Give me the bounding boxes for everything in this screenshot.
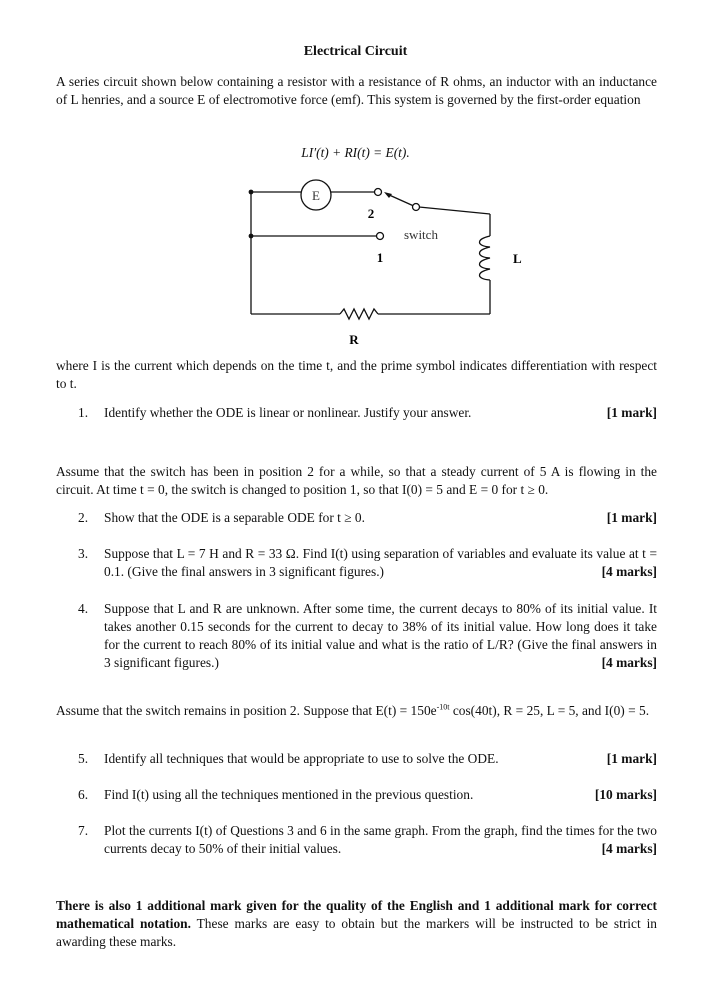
where-paragraph: where I is the current which depends on the time t, and the prime symbol indicates differentiation with respect to t. <box>56 358 657 391</box>
question-2 <box>104 509 657 527</box>
question-3 <box>104 545 657 581</box>
inductor-label: L <box>513 251 522 266</box>
switch-pivot <box>413 204 420 211</box>
circuit-diagram <box>236 176 536 352</box>
footer-rest-text: These marks are easy to obtain but the markers will be instructed to be strict in awarding these marks. <box>56 916 657 949</box>
resistor-zigzag <box>340 309 378 319</box>
question-6-number: 6. <box>78 787 89 802</box>
position-2-label: 2 <box>367 206 375 221</box>
switch-to-inductor-wire <box>419 207 490 214</box>
switch-label: switch <box>404 227 438 242</box>
question-6-text: Find I(t) using all the techniques mentioned in the previous question. <box>104 787 474 802</box>
question-6-marks: [10 marks] <box>594 787 657 802</box>
section-2-exponent: -10t <box>436 702 450 712</box>
question-7-number: 7. <box>78 823 89 838</box>
switch-arm <box>387 194 416 207</box>
question-5 <box>104 750 657 768</box>
intro-paragraph: A series circuit shown below containing a resistor with a resistance of R ohms, an inductor with an inductance of L henries, and a source E of electromotive force (emf). This system is governed by the first-order equation <box>56 74 657 107</box>
section-2-text-b: cos(40t), R = 25, L = 5, and I(0) = 5. <box>449 703 650 718</box>
question-4 <box>104 600 657 672</box>
emf-label: E <box>312 188 320 203</box>
question-6 <box>104 786 657 804</box>
footer-bold-text: There is also 1 additional mark given for the quality of the English and 1 additional mark for correct mathematical notation. <box>56 898 657 931</box>
section-1-paragraph: Assume that the switch has been in position 2 for a while, so that a steady current of 5 A is flowing in the circuit. At time t = 0, the switch is changed to position 1, so that I(0) = 5 and E = 0 for t ≥ 0. <box>56 464 657 497</box>
resistor-label: R <box>349 332 359 347</box>
inductor-coil <box>480 236 491 280</box>
junction-middle <box>249 234 254 239</box>
question-2-number: 2. <box>78 510 89 525</box>
question-3-marks: [4 marks] <box>601 564 657 579</box>
question-7-text: Plot the currents I(t) of Questions 3 and 6 in the same graph. From the graph, find the times for the two currents decay to 50% of their initial values. <box>104 823 657 856</box>
question-4-marks: [4 marks] <box>601 655 657 670</box>
question-1-number: 1. <box>78 405 89 420</box>
question-4-number: 4. <box>78 601 89 616</box>
question-5-number: 5. <box>78 751 89 766</box>
question-3-text: Suppose that L = 7 H and R = 33 Ω. Find I(t) using separation of variables and evaluate its value at t = 0.1. (Give the final answers in 3 significant figures.) <box>104 546 657 579</box>
question-7 <box>104 822 657 858</box>
terminal-2 <box>375 189 382 196</box>
position-1-label: 1 <box>376 250 384 265</box>
question-4-text: Suppose that L and R are unknown. After some time, the current decays to 80% of its initial value. It takes another 0.15 seconds for the current to decay to 38% of its initial value. How long does it take for the current to reach 80% of its initial value and what is the ratio of L/R? (Give the final answers in 3 significant figures.) <box>104 601 657 670</box>
governing-equation: LI′(t) + RI(t) = E(t). <box>301 145 410 160</box>
question-2-text: Show that the ODE is a separable ODE for t ≥ 0. <box>104 510 365 525</box>
question-1-text: Identify whether the ODE is linear or nonlinear. Justify your answer. <box>104 405 472 420</box>
section-2-text-a: Assume that the switch remains in position 2. Suppose that E(t) = 150e <box>56 703 437 718</box>
question-3-number: 3. <box>78 546 89 561</box>
question-5-marks: [1 mark] <box>606 751 657 766</box>
question-5-text: Identify all techniques that would be appropriate to use to solve the ODE. <box>104 751 499 766</box>
terminal-1 <box>377 233 384 240</box>
switch-arrow <box>384 192 392 198</box>
question-2-marks: [1 mark] <box>606 510 657 525</box>
question-7-marks: [4 marks] <box>601 841 657 856</box>
junction-top <box>249 190 254 195</box>
section-2-paragraph <box>56 702 657 720</box>
question-1 <box>104 404 657 422</box>
document-title: Electrical Circuit <box>303 44 408 59</box>
question-1-marks: [1 mark] <box>606 405 657 420</box>
footer-paragraph <box>56 897 657 951</box>
